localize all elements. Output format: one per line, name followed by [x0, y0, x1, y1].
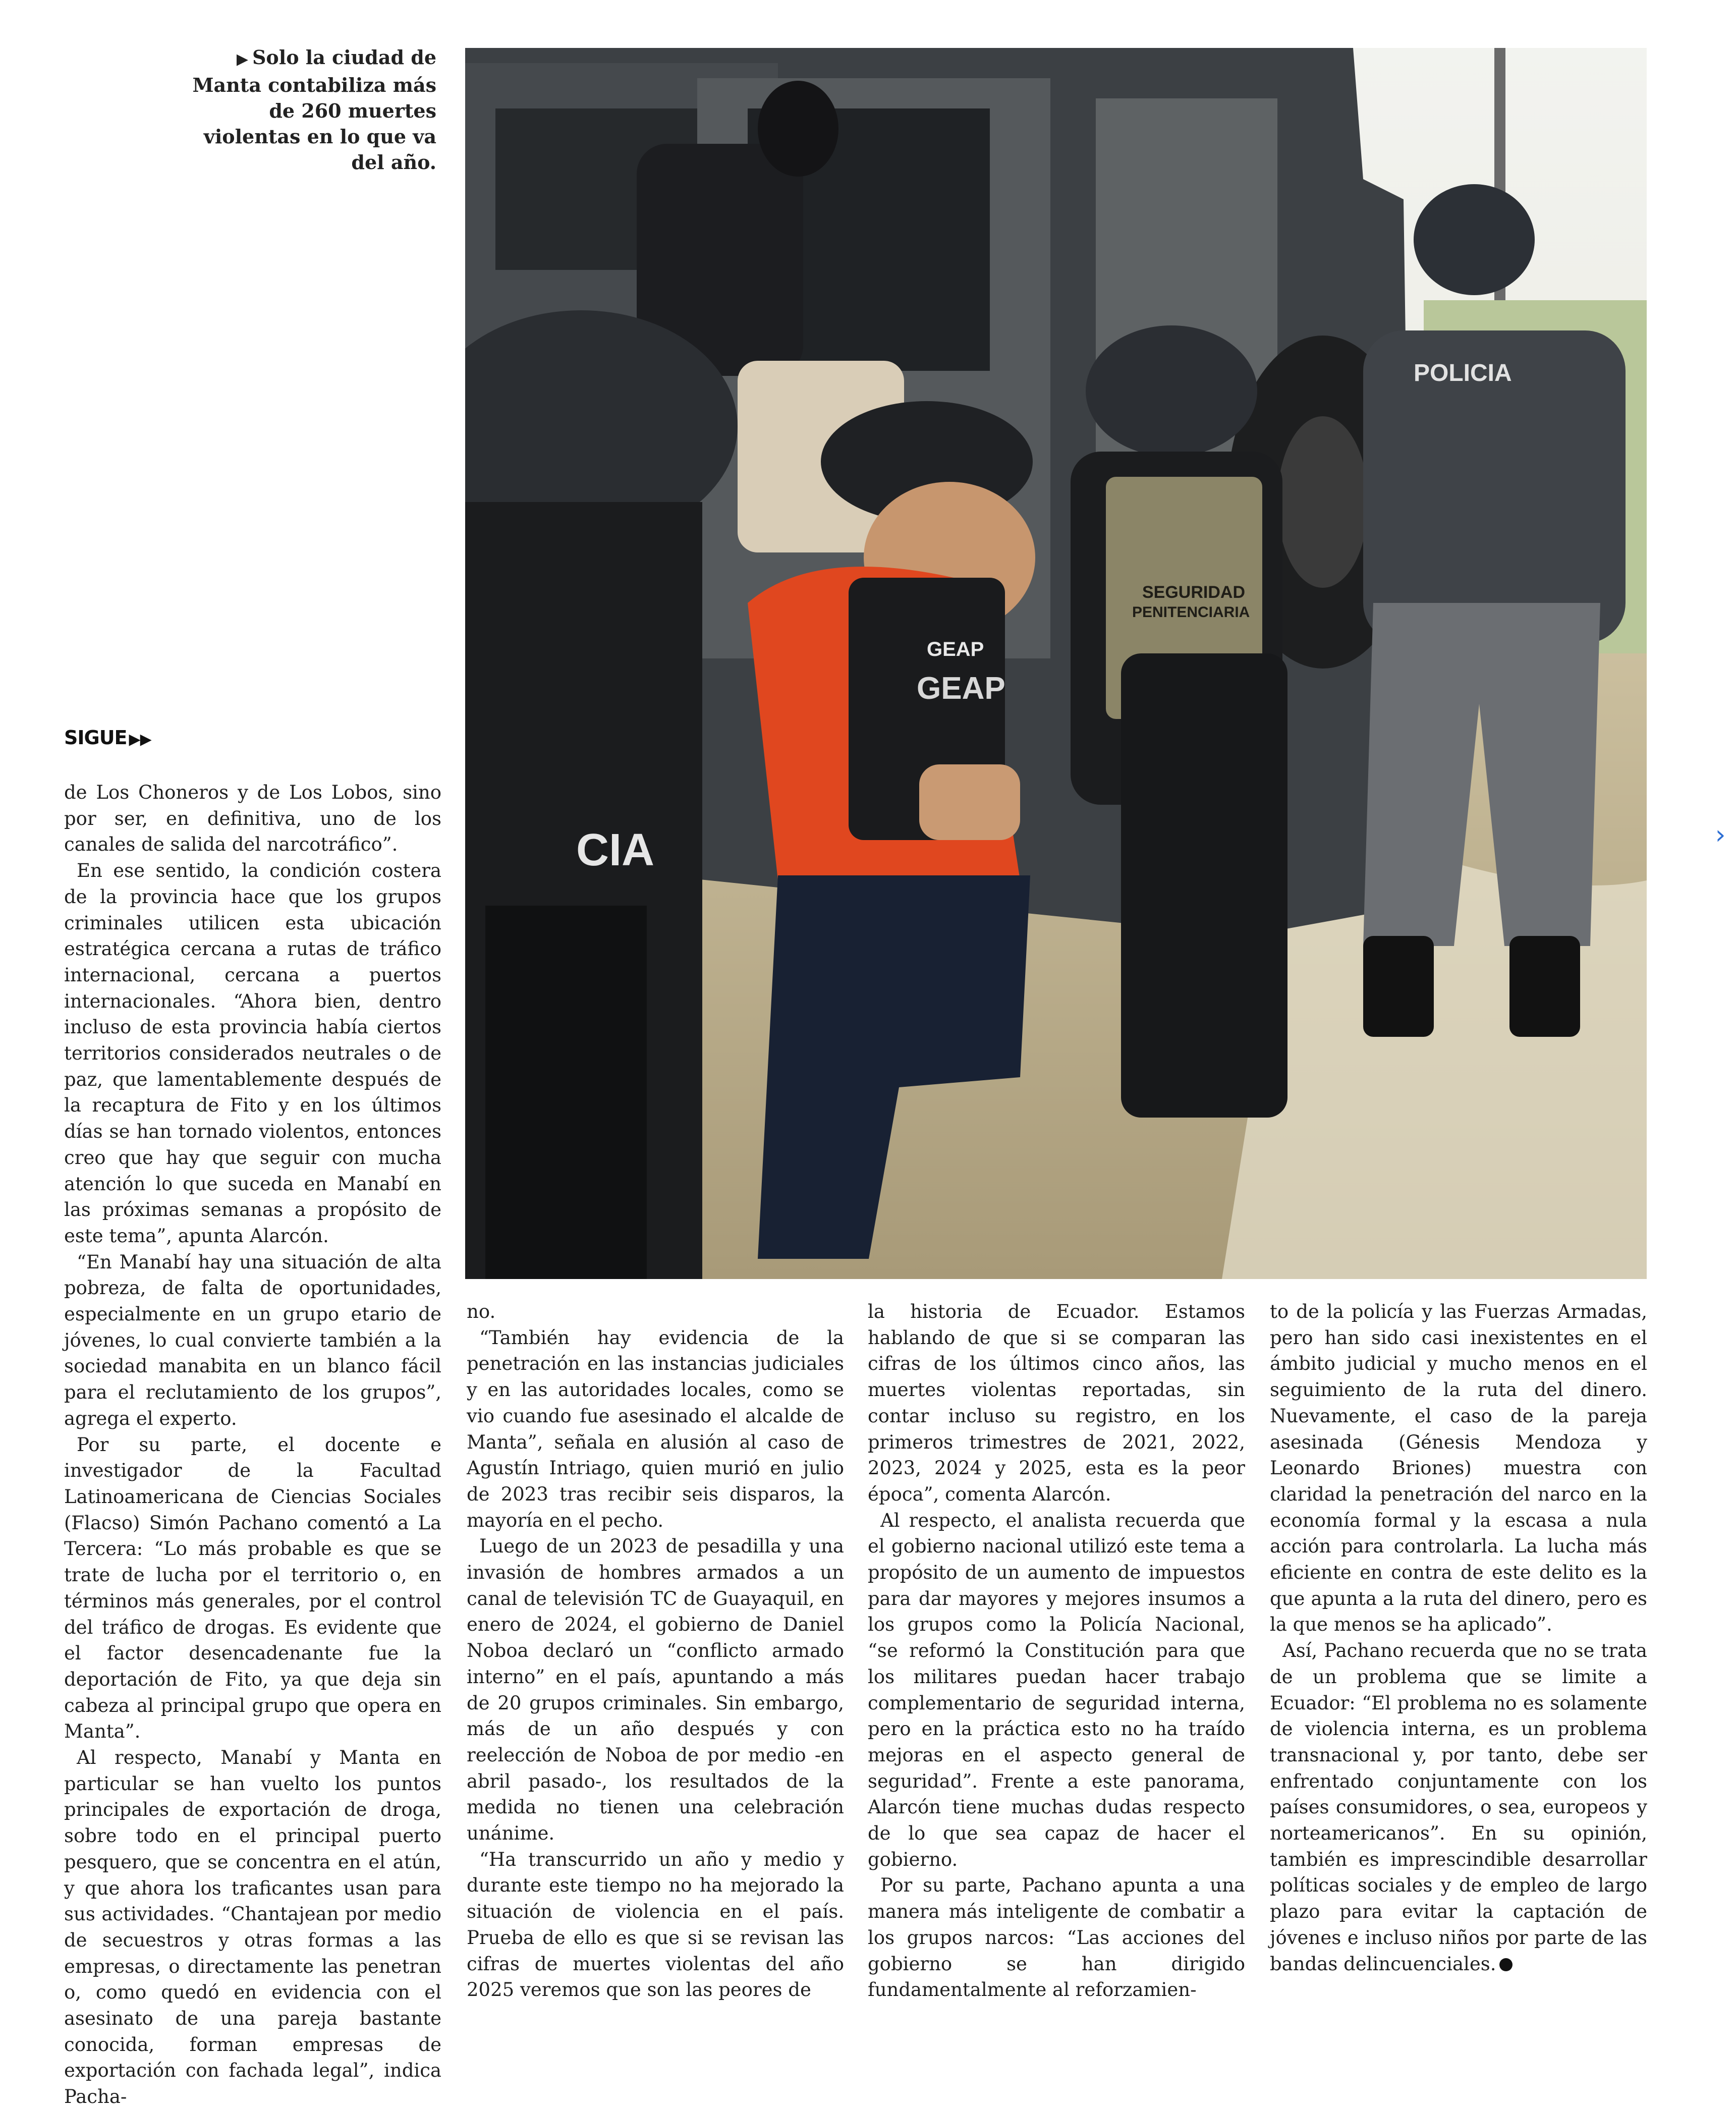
right-officer-label: POLICIA — [1414, 360, 1512, 386]
photo-caption — [166, 44, 436, 175]
caption-text: Solo la ciudad de Manta contabiliza más de 260 muertes violentas en lo que va del año. — [192, 46, 436, 174]
paragraph: to de la policía y las Fuerzas Armadas, pero han sido casi inexistentes en el ámbito judicial y mucho menos en el seguimiento de la ruta del dinero. Nuevamente, el caso de la pareja asesinada (Génesis Mendoza y Leonardo Briones) muestra con claridad la penetración del narco en la economía formal y la escasa a nula acción para controlarla. La lucha más eficiente en contra de este delito es la que apunta a la ruta del dinero, pero es la que menos se ha aplicado”. — [1270, 1301, 1647, 1636]
paragraph: Por su parte, el docente e investigador de la Facultad Latinoamericana de Ciencias Sociales (Flacso) Simón Pachano comentó a La Tercera: “Lo más probable es que se trate de lucha por el territorio o, en términos más generales, por el control del tráfico de drogas. Es evidente que el factor desencadenante fue la deportación de Fito, ya que deja sin cabeza al principal grupo que opera en Manta”. — [64, 1433, 441, 1743]
paragraph: Al respecto, Manabí y Manta en particular se han vuelto los puntos principales de exportación de droga, sobre todo en el principal puerto pesquero, que se concentra en el atún, y que ahora los traficantes usan para sus actividades. “Chantajean por medio de secuestros y otras formas a las empresas, o directamente las penetran o, como quedó en evidencia con el asesinato de una pareja bastante conocida, forman empresas de exportación con fachada legal”, indica Pacha- — [64, 1747, 441, 2108]
paragraph: Así, Pachano recuerda que no se trata de un problema que se limite a Ecuador: “El problema no es solamente de violencia interna, es un problema transnacional y, por tanto, debe ser enfrentado conjuntamente con los países consumidores, o sea, europeos y norteamericanos”. En su opinión, también es imprescindible desarrollar políticas sociales y de empleo de largo plazo para evitar la captación de jóvenes e incluso niños por parte de las bandas delincuenciales. — [1270, 1640, 1647, 1975]
paragraph: no. — [467, 1301, 496, 1322]
left-officer-label: CIA — [576, 825, 654, 875]
article-column-3 — [868, 1299, 1245, 2003]
end-of-article-icon — [1499, 1958, 1513, 1971]
paragraph: Por su parte, Pachano apunta a una manera más inteligente de combatir a los grupos narcos: “Las acciones del gobierno se han dirigido fundamentalmente al reforzamien- — [868, 1874, 1245, 2001]
article-column-2 — [467, 1299, 844, 2003]
vest-label-seguridad: SEGURIDAD — [1142, 583, 1246, 602]
paragraph: Luego de un 2023 de pesadilla y una invasión de hombres armados a un canal de televisión TC de Guayaquil, en enero de 2024, el gobierno de Daniel Noboa declaró un “conflicto armado interno” en el país, apuntando a más de 20 grupos criminales. Sin embargo, más de un año después y con reelección de Noboa de por medio -en abril pasado-, los resultados de la medida no tienen una celebración unánime. — [467, 1535, 844, 1845]
paragraph: “Ha transcurrido un año y medio y durante este tiempo no ha mejorado la situación de violencia en el país. Prueba de ello es que si se revisan las cifras de muertes violentas del año 2025 veremos que son las peores de — [467, 1848, 844, 2001]
article-column-4 — [1270, 1299, 1647, 1977]
sigue-arrows-icon: ▶▶ — [129, 731, 151, 748]
paragraph: la historia de Ecuador. Estamos hablando de que si se comparan las cifras de los últimos cinco años, las muertes violentas reportadas, sin contar incluso su registro, en los primeros trimestres de 2021, 2022, 2023, 2024 y 2025, esta es la peor época”, comenta Alarcón. — [868, 1301, 1245, 1505]
paragraph: En ese sentido, la condición costera de la provincia hace que los grupos criminales utilicen esta ubicación estratégica cercana a rutas de tráfico internacional, cercana a puertos internacionales. “Ahora bien, dentro incluso de esta provincia había ciertos territorios considerados neutrales o de paz, que lamentablemente después de la recaptura de Fito y en los últimos días se han tornado violentos, entonces creo que hay que seguir con mucha atención lo que suceda en Manabí en las próximas semanas a propósito de este tema”, apunta Alarcón. — [64, 860, 441, 1247]
paragraph: de Los Choneros y de Los Lobos, sino por ser, en definitiva, uno de los canales de salida del narcotráfico”. — [64, 782, 441, 856]
sigue-label — [64, 727, 151, 749]
vest-label-geap-small: GEAP — [927, 638, 984, 660]
paragraph: Al respecto, el analista recuerda que el gobierno nacional utilizó este tema a propósito de un aumento de impuestos para dar mayores y mejores insumos a los grupos como la Policía Nacional, “se reformó la Constitución para que los militares puedan hacer trabajo complementario de seguridad interna, pero en la práctica esto no ha traído mejoras en el aspecto general de seguridad”. Frente a este panorama, Alarcón tiene muchas dudas respecto de lo que sea capaz de hacer el gobierno. — [868, 1509, 1245, 1870]
vest-label-geap-large: GEAP — [917, 671, 1005, 706]
next-page-arrow-icon[interactable]: › — [1715, 820, 1726, 850]
news-photo — [465, 48, 1647, 1279]
paragraph: “También hay evidencia de la penetración en las instancias judiciales y en las autoridades locales, como se vio cuando fue asesinado el alcalde de Manta”, señala en alusión al caso de Agustín Intriago, quien murió en julio de 2023 tras recibir seis disparos, la mayoría en el pecho. — [467, 1326, 844, 1531]
vest-label-penitenciaria: PENITENCIARIA — [1132, 604, 1250, 621]
sigue-text: SIGUE — [64, 727, 127, 749]
caption-marker-icon: ▶ — [236, 50, 248, 68]
article-column-1 — [64, 780, 441, 2110]
paragraph: “En Manabí hay una situación de alta pobreza, de falta de oportunidades, especialmente en un grupo etario de jóvenes, lo cual convierte también a la sociedad manabita en un blanco fácil para el reclutamiento de los grupos”, agrega el experto. — [64, 1251, 441, 1429]
